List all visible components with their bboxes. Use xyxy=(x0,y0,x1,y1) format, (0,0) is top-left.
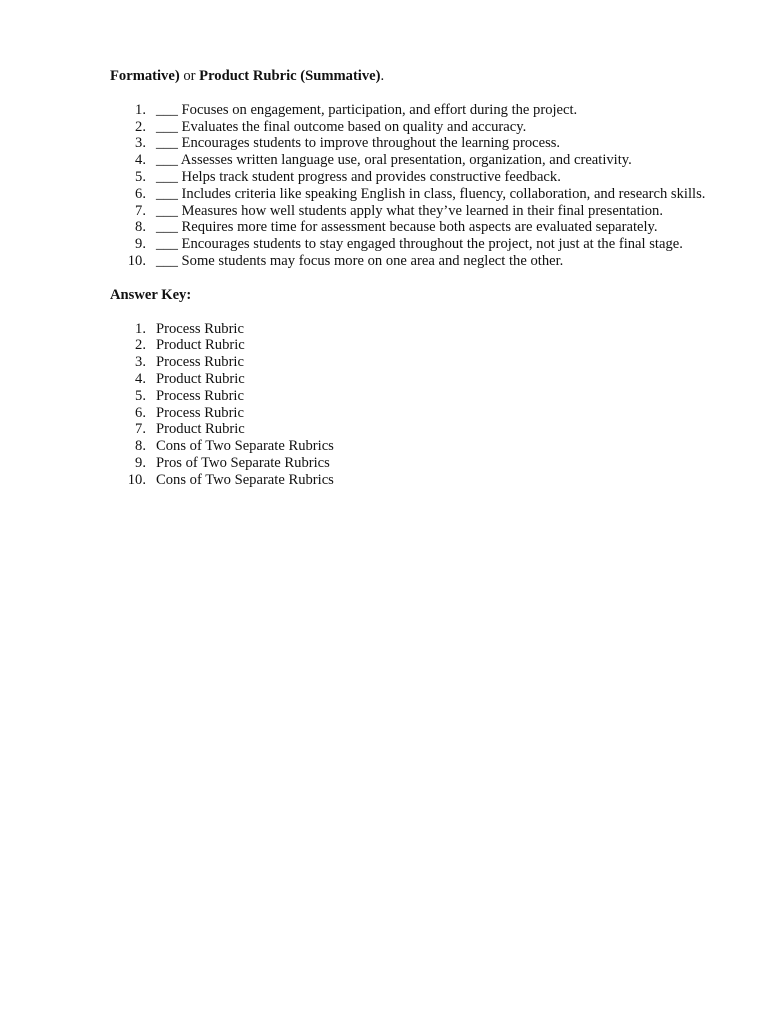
question-text: ___ Focuses on engagement, participation, and effort during the project. xyxy=(156,101,578,118)
answer-text: Cons of Two Separate Rubrics xyxy=(156,471,334,488)
question-item xyxy=(110,135,710,152)
document-content xyxy=(110,68,710,489)
answer-number: 5. xyxy=(135,387,146,404)
answer-number: 8. xyxy=(135,438,146,455)
question-number: 9. xyxy=(135,236,146,253)
intro-period: . xyxy=(380,68,385,84)
question-item xyxy=(110,186,710,203)
answer-key-heading-text: Answer Key: xyxy=(110,286,192,303)
answer-item xyxy=(110,472,710,489)
question-text: ___ Measures how well students apply what they’ve learned in their final presentation. xyxy=(156,202,663,219)
question-text: ___ Encourages students to improve throughout the learning process. xyxy=(156,135,561,152)
answer-number: 2. xyxy=(135,337,146,354)
answer-item xyxy=(110,337,710,354)
question-number: 10. xyxy=(127,252,146,269)
intro-bold-formative: Formative) xyxy=(110,68,180,84)
answer-text: Pros of Two Separate Rubrics xyxy=(156,454,330,471)
question-item xyxy=(110,152,710,169)
answer-item xyxy=(110,354,710,371)
answer-number: 9. xyxy=(135,454,146,471)
answer-number: 7. xyxy=(135,421,146,438)
answer-item xyxy=(110,371,710,388)
question-item xyxy=(110,102,710,119)
question-number: 3. xyxy=(135,135,146,152)
question-list xyxy=(110,102,710,270)
question-text: ___ Some students may focus more on one area and neglect the other. xyxy=(156,252,564,269)
answer-number: 6. xyxy=(135,404,146,421)
answer-key-heading xyxy=(110,287,710,304)
question-item xyxy=(110,236,710,253)
question-number: 8. xyxy=(135,219,146,236)
answer-number: 4. xyxy=(135,370,146,387)
question-text: ___ Evaluates the final outcome based on quality and accuracy. xyxy=(156,118,527,135)
intro-or: or xyxy=(179,68,200,84)
question-text: ___ Helps track student progress and provides constructive feedback. xyxy=(156,168,561,185)
intro-line xyxy=(110,68,710,85)
answer-text: Process Rubric xyxy=(156,354,244,371)
answer-text: Product Rubric xyxy=(156,370,245,387)
answer-item xyxy=(110,321,710,338)
question-number: 7. xyxy=(135,202,146,219)
question-number: 1. xyxy=(135,101,146,118)
intro-bold-product: Product Rubric (Summative) xyxy=(199,68,381,84)
question-text: ___ Encourages students to stay engaged throughout the project, not just at the final stage. xyxy=(156,236,683,253)
answer-text: Process Rubric xyxy=(156,387,244,404)
answer-item xyxy=(110,438,710,455)
question-text: ___ Assesses written language use, oral presentation, organization, and creativity. xyxy=(156,152,632,169)
answer-text: Product Rubric xyxy=(156,337,245,354)
answer-number: 10. xyxy=(127,471,146,488)
answer-item xyxy=(110,455,710,472)
question-number: 2. xyxy=(135,118,146,135)
question-text: ___ Includes criteria like speaking English in class, fluency, collaboration, and research skills. xyxy=(156,185,706,202)
question-item xyxy=(110,219,710,236)
answer-item xyxy=(110,405,710,422)
question-item xyxy=(110,119,710,136)
answer-key-list xyxy=(110,321,710,489)
answer-number: 3. xyxy=(135,354,146,371)
question-item xyxy=(110,253,710,270)
answer-text: Product Rubric xyxy=(156,421,245,438)
answer-item xyxy=(110,421,710,438)
answer-text: Cons of Two Separate Rubrics xyxy=(156,438,334,455)
question-number: 6. xyxy=(135,185,146,202)
question-item xyxy=(110,203,710,220)
question-item xyxy=(110,169,710,186)
question-number: 4. xyxy=(135,152,146,169)
answer-item xyxy=(110,388,710,405)
answer-text: Process Rubric xyxy=(156,320,244,337)
question-number: 5. xyxy=(135,168,146,185)
answer-number: 1. xyxy=(135,320,146,337)
answer-text: Process Rubric xyxy=(156,404,244,421)
question-text: ___ Requires more time for assessment because both aspects are evaluated separately. xyxy=(156,219,658,236)
